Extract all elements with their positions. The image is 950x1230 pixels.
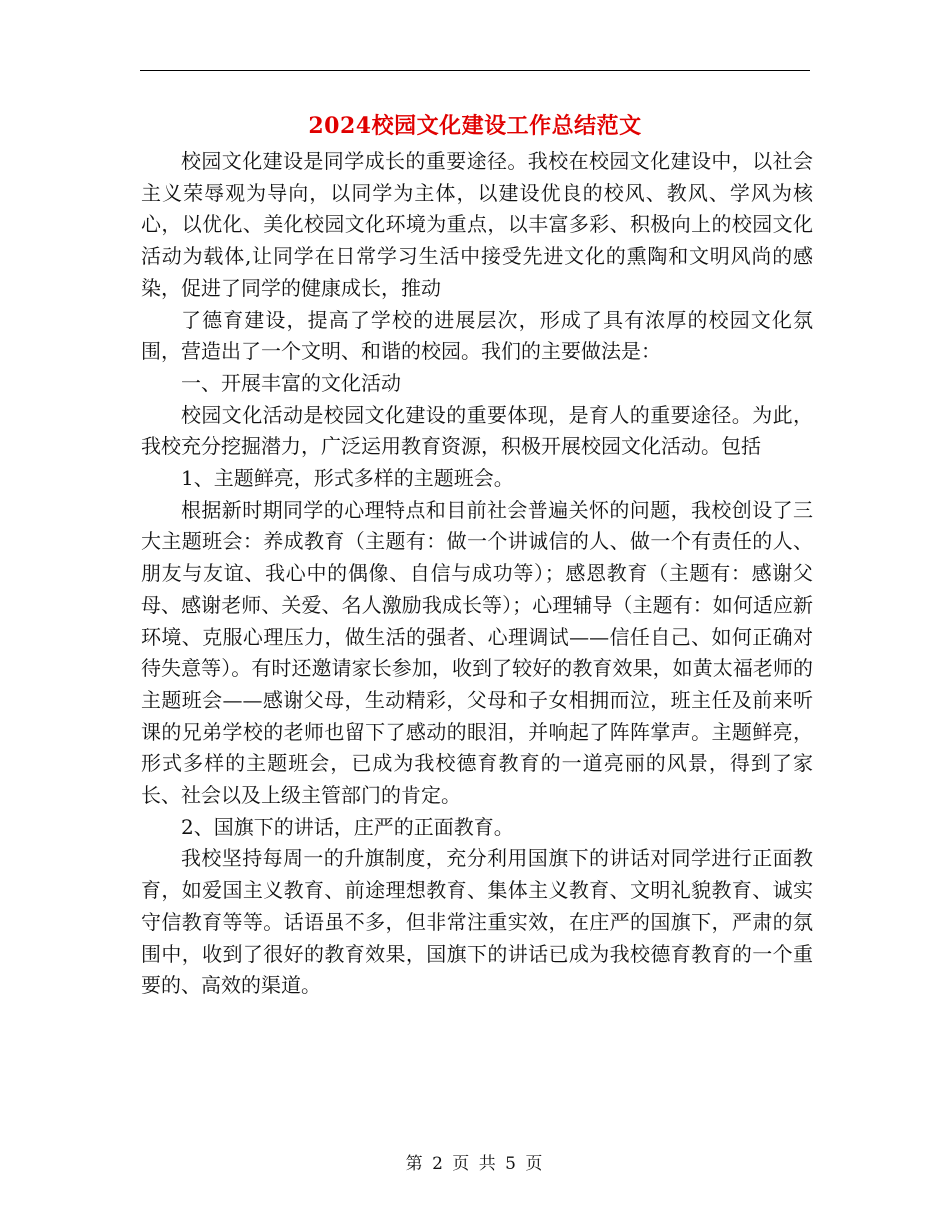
paragraph: 校园文化建设是同学成长的重要途径。我校在校园文化建设中，以社会主义荣辱观为导向，以同学为主体，以建设优良的校风、教风、学风为核心，以优化、美化校园文化环境为重点，以丰富多彩、积极向上的校园文化活动为载体,让同学在日常学习生活中接受先进文化的熏陶和文明风尚的感染，促进了同学的健康成长，推动	[141, 149, 813, 300]
paragraph: 根据新时期同学的心理特点和目前社会普遍关怀的问题，我校创设了三大主题班会：养成教育（主题有：做一个讲诚信的人、做一个有责任的人、朋友与友谊、我心中的偶像、自信与成功等）；感恩教育（主题有：感谢父母、感谢老师、关爱、名人激励我成长等）；心理辅导（主题有：如何适应新环境、克服心理压力，做生活的强者、心理调试——信任自己、如何正确对待失意等）。有时还邀请家长参加，收到了较好的教育效果，如黄太福老师的主题班会——感谢父母，生动精彩，父母和子女相拥而泣，班主任及前来听课的兄弟学校的老师也留下了感动的眼泪，并响起了阵阵掌声。主题鲜亮，形式多样的主题班会，已成为我校德育教育的一道亮丽的风景，得到了家长、社会以及上级主管部门的肯定。	[141, 497, 813, 808]
paragraph: 我校坚持每周一的升旗制度，充分利用国旗下的讲话对同学进行正面教育，如爱国主义教育、前途理想教育、集体主义教育、文明礼貌教育、诚实守信教育等等。话语虽不多，但非常注重实效，在庄严的国旗下，严肃的氛围中，收到了很好的教育效果，国旗下的讲话已成为我校德育教育的一个重要的、高效的渠道。	[141, 846, 813, 998]
document-body	[141, 146, 813, 1002]
header-rule	[140, 70, 810, 71]
section-heading: 一、开展丰富的文化活动	[181, 370, 401, 395]
document-title: 2024校园文化建设工作总结范文	[308, 113, 642, 139]
paragraph: 校园文化活动是校园文化建设的重要体现，是育人的重要途径。为此，我校充分挖掘潜力，广泛运用教育资源，积极开展校园文化活动。包括	[141, 402, 813, 459]
paragraph: 了德育建设，提高了学校的进展层次，形成了具有浓厚的校园文化氛围，营造出了一个文明、和谐的校园。我们的主要做法是：	[141, 307, 813, 364]
subsection-heading: 2、国旗下的讲话，庄严的正面教育。	[181, 814, 514, 839]
page-number: 第 2 页 共 5 页	[405, 1154, 545, 1174]
subsection-heading: 1、主题鲜亮，形式多样的主题班会。	[181, 466, 514, 491]
